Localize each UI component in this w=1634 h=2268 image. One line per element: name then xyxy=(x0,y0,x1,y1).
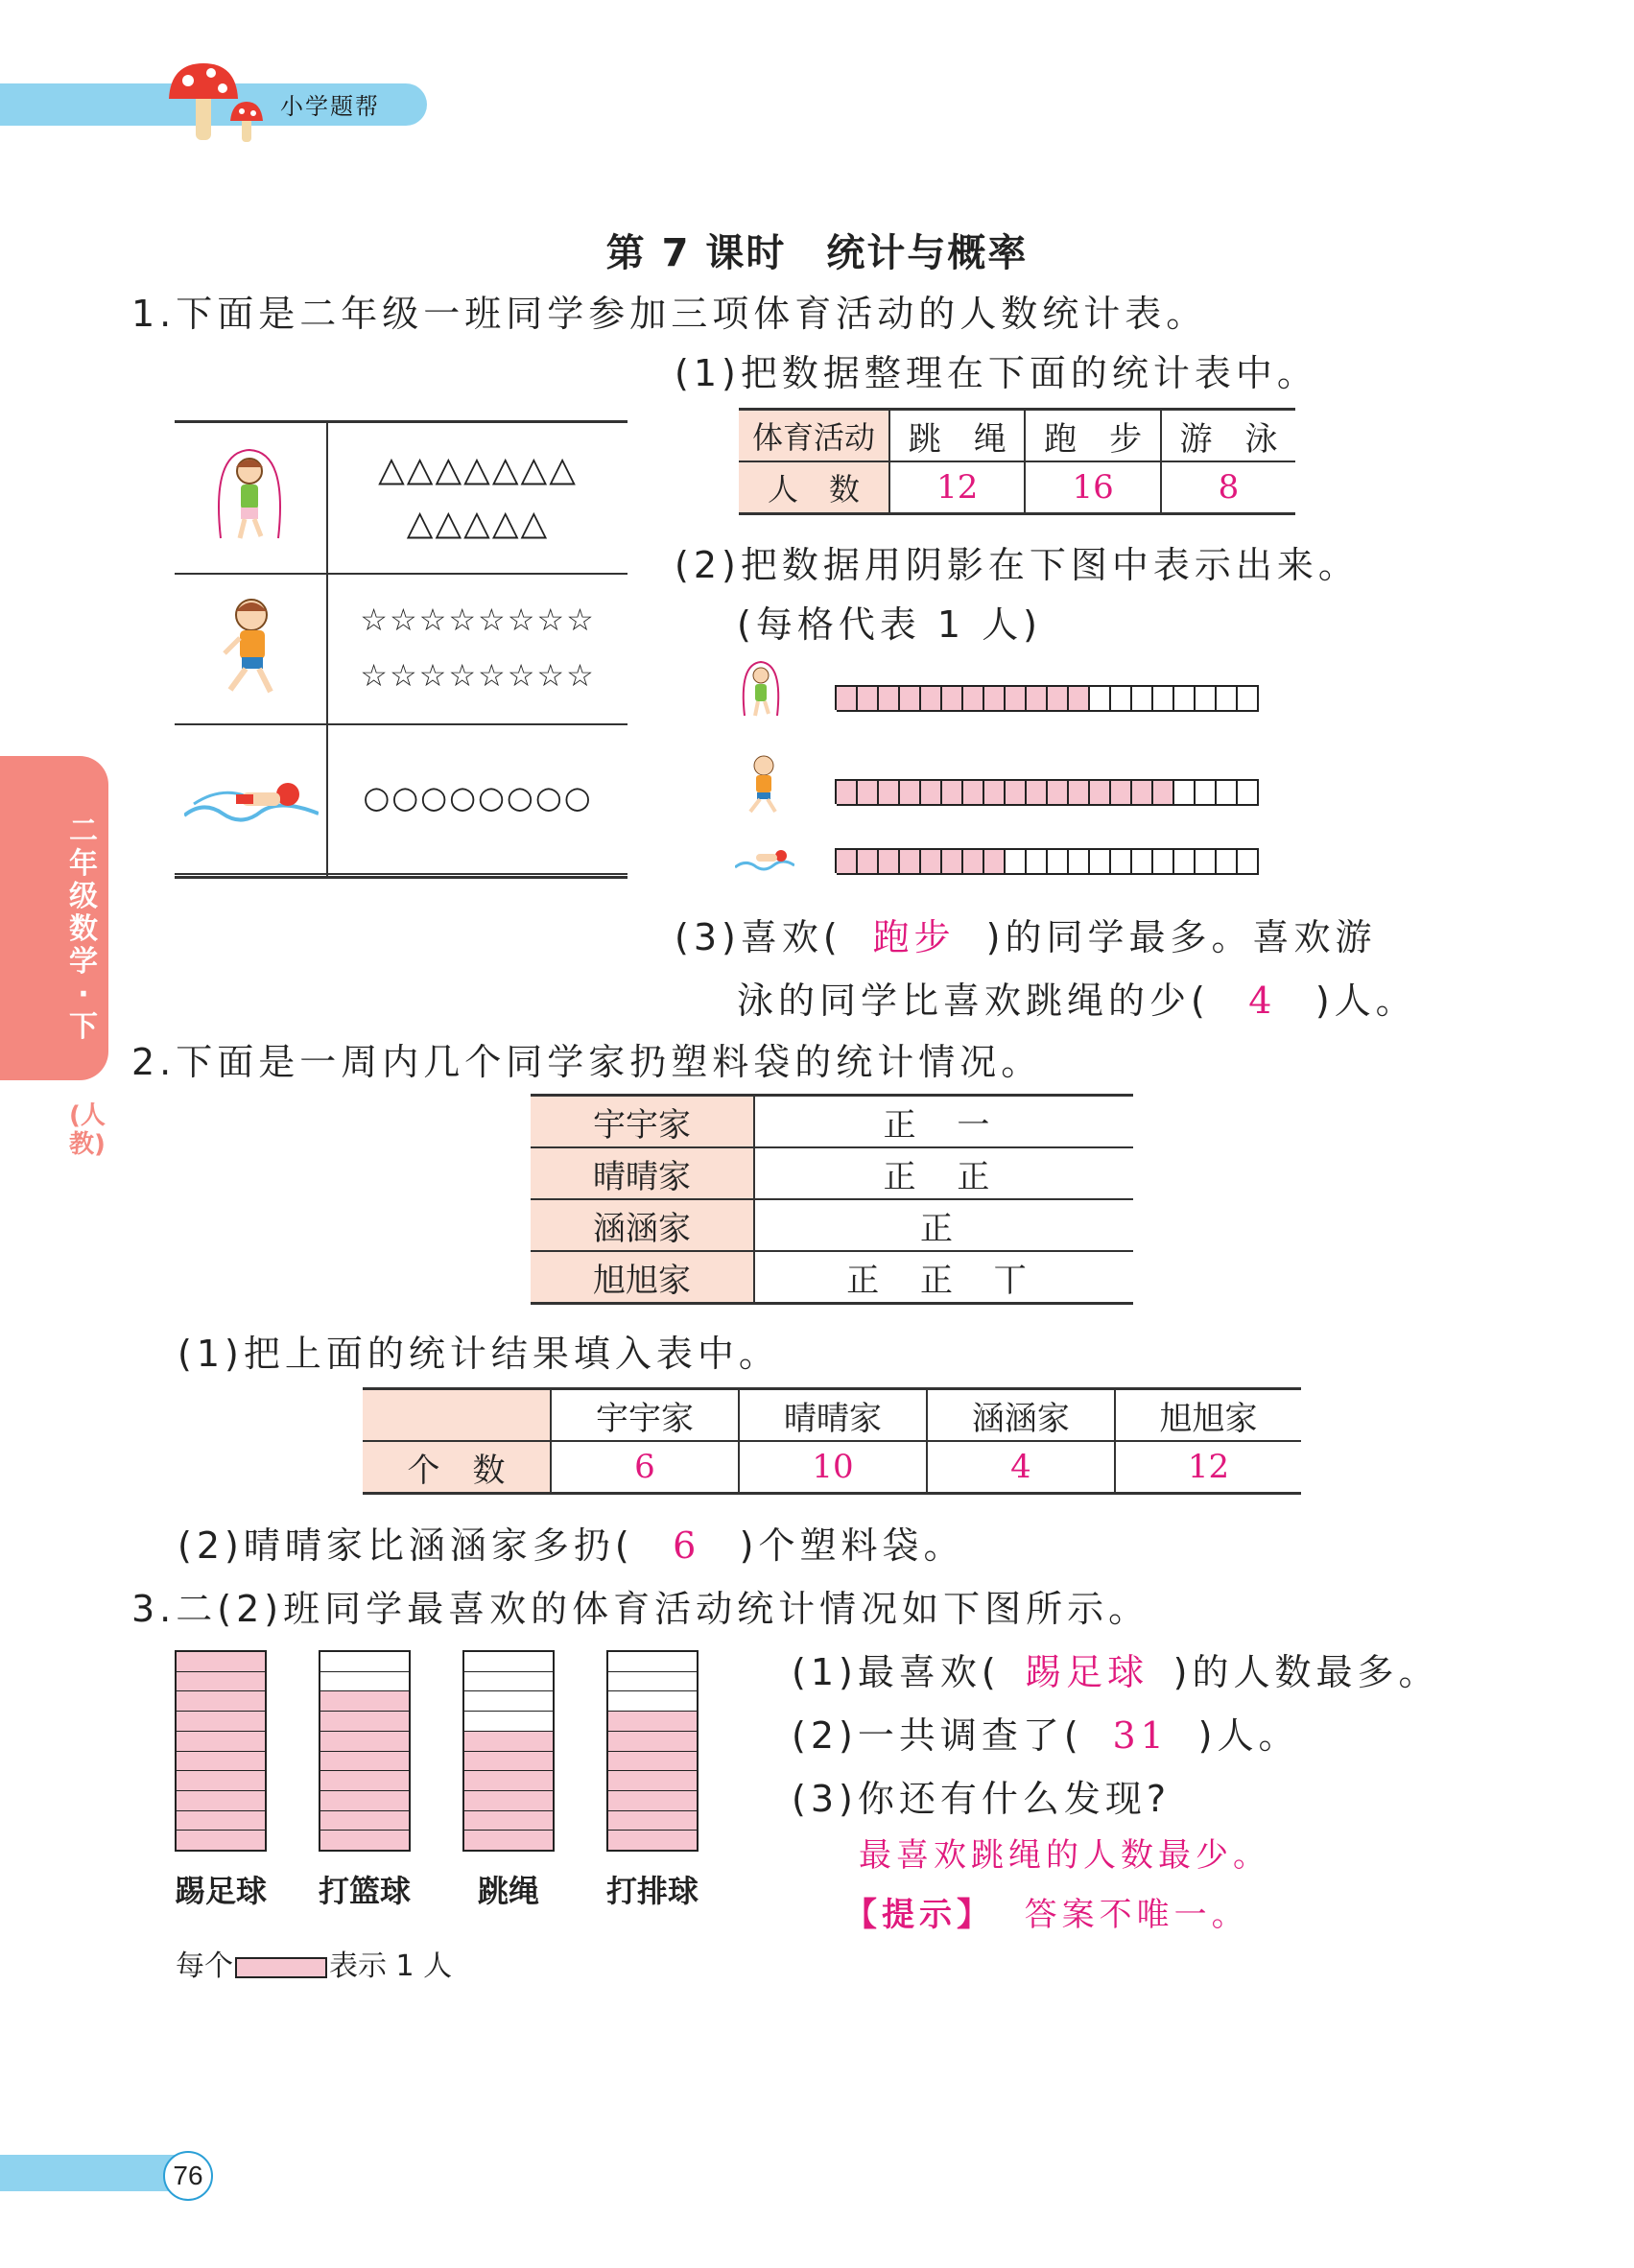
family-name: 晴晴家 xyxy=(531,1147,754,1199)
answer-cell: 4 xyxy=(927,1441,1115,1494)
bar-cell xyxy=(464,1672,553,1692)
empty-cell xyxy=(1217,779,1238,806)
page-title: 第 7 课时 统计与概率 xyxy=(605,231,1029,275)
shaded-cell xyxy=(879,685,900,712)
row-header: 个 数 xyxy=(363,1441,551,1494)
legend-text: 表示 1 人 xyxy=(329,1949,453,1983)
shaded-cell xyxy=(963,848,984,875)
bar-cell xyxy=(608,1672,697,1692)
bar-2 xyxy=(319,1650,411,1852)
header-count: 人 数 xyxy=(739,461,889,514)
q3-sub1-text: )的人数最多。 xyxy=(1172,1651,1440,1693)
picture-row xyxy=(175,423,628,575)
empty-cell xyxy=(1153,848,1174,875)
category-label: 打排球 xyxy=(605,1873,699,1909)
bar-cell xyxy=(177,1712,265,1732)
shaded-cell xyxy=(921,848,942,875)
empty-cell xyxy=(1027,848,1048,875)
bar-cell xyxy=(320,1811,409,1831)
star-symbols-line1: ☆☆☆☆☆☆☆☆ xyxy=(360,602,596,638)
column-header: 旭旭家 xyxy=(1115,1389,1301,1442)
hint-label: 【提示】 xyxy=(844,1896,994,1934)
swimming-shaded-bar xyxy=(835,848,1259,873)
answer-more: 6 xyxy=(673,1524,701,1567)
q3-sub1 xyxy=(792,1642,1439,1695)
bar-cell xyxy=(177,1691,265,1712)
shaded-cell xyxy=(984,685,1006,712)
jump-rope-girl-icon xyxy=(739,658,783,725)
q1-stats-table xyxy=(739,408,1295,515)
swimmer-icon xyxy=(735,842,794,875)
q3-sub3: (3)你还有什么发现? xyxy=(792,1778,1171,1820)
bar-1 xyxy=(175,1650,267,1852)
bar-cell xyxy=(464,1811,553,1831)
bar-cell xyxy=(320,1712,409,1732)
answer-cell: 10 xyxy=(739,1441,927,1494)
q1-sub3-text: )的同学最多。喜欢游 xyxy=(985,916,1377,958)
bar-cell xyxy=(177,1831,265,1850)
shaded-cell xyxy=(921,779,942,806)
q3-sub1-text: (1)最喜欢( xyxy=(792,1651,1001,1693)
answer-most: 跑步 xyxy=(872,916,956,958)
q1-picture-table xyxy=(175,420,628,879)
column-header: 宇宇家 xyxy=(551,1389,739,1442)
answer-favorite: 踢足球 xyxy=(1025,1651,1149,1693)
bar-cell xyxy=(608,1752,697,1772)
shaded-cell xyxy=(984,848,1006,875)
triangle-symbols-line2: △△△△△ xyxy=(406,504,550,543)
shaded-cell xyxy=(837,685,858,712)
legend-prefix: 每个 xyxy=(176,1949,233,1983)
column-header: 游 泳 xyxy=(1161,410,1295,462)
shaded-cell xyxy=(1048,779,1069,806)
shaded-cell xyxy=(1132,779,1153,806)
q1-sub3-line1 xyxy=(675,908,1376,960)
empty-cell xyxy=(1174,779,1196,806)
column-header: 涵涵家 xyxy=(927,1389,1115,1442)
shaded-cell xyxy=(1090,779,1111,806)
shaded-cell xyxy=(837,848,858,875)
answer-total: 31 xyxy=(1112,1714,1169,1757)
empty-cell xyxy=(1111,848,1132,875)
empty-cell xyxy=(1132,685,1153,712)
star-symbols-line2: ☆☆☆☆☆☆☆☆ xyxy=(360,657,596,694)
q2-sub2-text: )个塑料袋。 xyxy=(739,1524,965,1567)
empty-cell xyxy=(1006,848,1027,875)
running-shaded-bar xyxy=(835,779,1259,804)
bar-cell xyxy=(464,1691,553,1712)
bar-cell xyxy=(608,1771,697,1791)
bar-cell xyxy=(177,1652,265,1672)
shaded-cell xyxy=(837,779,858,806)
category-label: 打篮球 xyxy=(318,1873,411,1909)
bar-cell xyxy=(177,1732,265,1752)
empty-cell xyxy=(1111,685,1132,712)
tally-marks: 正 xyxy=(754,1199,1133,1251)
shaded-cell xyxy=(942,779,963,806)
bar-3 xyxy=(462,1650,555,1852)
q1-sub2-note: (每格代表 1 人) xyxy=(737,603,1042,646)
answer-less: 4 xyxy=(1248,980,1277,1022)
side-tab-edition: (人教) xyxy=(69,1101,106,1159)
empty-cell xyxy=(1217,685,1238,712)
answer-finding: 最喜欢跳绳的人数最少。 xyxy=(859,1836,1270,1875)
bar-cell xyxy=(464,1771,553,1791)
running-boy-icon xyxy=(211,590,288,705)
shaded-cell xyxy=(1069,779,1090,806)
side-tab-subject: 二年级数学·下 xyxy=(69,815,98,1044)
q2-sub2-text: (2)晴晴家比涵涵家多扔( xyxy=(178,1524,634,1567)
shaded-cell xyxy=(1048,685,1069,712)
shaded-cell xyxy=(942,848,963,875)
q2-sub2 xyxy=(178,1516,964,1569)
empty-cell xyxy=(1153,685,1174,712)
q3-sub2-text: (2)一共调查了( xyxy=(792,1714,1083,1757)
shaded-cell xyxy=(942,685,963,712)
bar-cell xyxy=(608,1831,697,1850)
shaded-cell xyxy=(879,779,900,806)
q3-sub2-text: )人。 xyxy=(1197,1714,1300,1757)
shaded-cell xyxy=(858,779,879,806)
bar-cell xyxy=(320,1752,409,1772)
q1-sub3-text: 泳的同学比喜欢跳绳的少( xyxy=(737,980,1210,1022)
empty-cell xyxy=(1196,848,1217,875)
bar-cell xyxy=(177,1672,265,1692)
tally-marks: 正 正 丅 xyxy=(754,1251,1133,1304)
empty-cell xyxy=(1090,848,1111,875)
bar-cell xyxy=(464,1712,553,1732)
q1-sub1: (1)把数据整理在下面的统计表中。 xyxy=(675,352,1318,394)
q3-stem: 3.二(2)班同学最喜欢的体育活动统计情况如下图所示。 xyxy=(131,1588,1150,1630)
q1-sub3-text: )人。 xyxy=(1314,980,1417,1022)
bar-cell xyxy=(320,1652,409,1672)
bar-cell xyxy=(608,1691,697,1712)
answer-cell: 6 xyxy=(551,1441,739,1494)
bar-cell xyxy=(464,1652,553,1672)
bar-cell xyxy=(464,1752,553,1772)
running-boy-icon xyxy=(743,752,785,815)
bar-cell xyxy=(608,1811,697,1831)
bar-cell xyxy=(320,1771,409,1791)
mushroom-logo-icon xyxy=(161,56,276,152)
q1-stem: 1.下面是二年级一班同学参加三项体育活动的人数统计表。 xyxy=(131,293,1208,335)
empty-cell xyxy=(1196,779,1217,806)
shaded-cell xyxy=(900,685,921,712)
empty-cell xyxy=(1238,685,1259,712)
shaded-cell xyxy=(1027,779,1048,806)
empty-cell xyxy=(1174,685,1196,712)
picture-row xyxy=(175,573,628,725)
empty-header-cell xyxy=(363,1389,551,1442)
shaded-cell xyxy=(963,685,984,712)
shaded-cell xyxy=(963,779,984,806)
bar-cell xyxy=(608,1732,697,1752)
shaded-cell xyxy=(858,848,879,875)
answer-cell: 12 xyxy=(889,461,1025,514)
answer-cell: 8 xyxy=(1161,461,1295,514)
shaded-cell xyxy=(858,685,879,712)
column-header: 晴晴家 xyxy=(739,1389,927,1442)
family-name: 涵涵家 xyxy=(531,1199,754,1251)
shaded-cell xyxy=(921,685,942,712)
empty-cell xyxy=(1174,848,1196,875)
bar-cell xyxy=(320,1691,409,1712)
bar-cell xyxy=(320,1672,409,1692)
hint-line xyxy=(844,1888,1249,1935)
q2-stats-table xyxy=(363,1387,1301,1495)
empty-cell xyxy=(1196,685,1217,712)
bar-cell xyxy=(464,1732,553,1752)
column-header: 跑 步 xyxy=(1025,410,1160,462)
q1-sub3-text: (3)喜欢( xyxy=(675,916,842,958)
category-label: 踢足球 xyxy=(174,1873,267,1909)
empty-cell xyxy=(1069,848,1090,875)
q3-sub2 xyxy=(792,1706,1299,1759)
shaded-cell xyxy=(984,779,1006,806)
header-activity: 体育活动 xyxy=(739,410,889,462)
triangle-symbols-line1: △△△△△△△ xyxy=(378,450,578,489)
bar-cell xyxy=(177,1771,265,1791)
shaded-cell xyxy=(1069,685,1090,712)
q1-sub3-line2 xyxy=(737,971,1417,1024)
shaded-cell xyxy=(900,848,921,875)
brand-name: 小学题帮 xyxy=(280,93,380,120)
bar-cell xyxy=(608,1652,697,1672)
shaded-cell xyxy=(1006,779,1027,806)
q2-stem: 2.下面是一周内几个同学家扔塑料袋的统计情况。 xyxy=(131,1041,1043,1083)
q1-sub2: (2)把数据用阴影在下图中表示出来。 xyxy=(675,544,1360,586)
shaded-cell xyxy=(1027,685,1048,712)
shaded-cell xyxy=(879,848,900,875)
shaded-cell xyxy=(900,779,921,806)
empty-cell xyxy=(1217,848,1238,875)
bar-cell xyxy=(177,1752,265,1772)
family-name: 宇宇家 xyxy=(531,1096,754,1148)
q2-sub1: (1)把上面的统计结果填入表中。 xyxy=(178,1333,780,1375)
category-label: 跳绳 xyxy=(477,1873,539,1909)
empty-cell xyxy=(1238,779,1259,806)
bar-cell xyxy=(320,1791,409,1811)
bar-cell xyxy=(320,1831,409,1850)
circle-symbols: ○○○○○○○○ xyxy=(363,779,593,815)
footer-bar xyxy=(0,2155,182,2191)
picture-row xyxy=(175,723,628,875)
tally-marks: 正 正 xyxy=(754,1147,1133,1199)
empty-cell xyxy=(1048,848,1069,875)
jump-rope-shaded-bar xyxy=(835,685,1259,710)
bar-cell xyxy=(177,1791,265,1811)
jump-rope-girl-icon xyxy=(211,442,288,554)
chart-legend xyxy=(176,1942,452,1984)
answer-cell: 12 xyxy=(1115,1441,1301,1494)
empty-cell xyxy=(1090,685,1111,712)
bar-cell xyxy=(320,1732,409,1752)
bar-cell xyxy=(464,1831,553,1850)
shaded-cell xyxy=(1006,685,1027,712)
answer-cell: 16 xyxy=(1025,461,1160,514)
bar-cell xyxy=(464,1791,553,1811)
hint-text: 答案不唯一。 xyxy=(1024,1896,1249,1934)
tally-marks: 正 一 xyxy=(754,1096,1133,1148)
q3-bar-chart xyxy=(163,1650,758,1938)
bar-4 xyxy=(606,1650,699,1852)
picture-table-divider xyxy=(326,423,328,876)
page-number: 76 xyxy=(163,2151,213,2201)
empty-cell xyxy=(1132,848,1153,875)
column-header: 跳 绳 xyxy=(889,410,1025,462)
shaded-cell xyxy=(1111,779,1132,806)
q2-tally-table xyxy=(531,1094,1133,1305)
family-name: 旭旭家 xyxy=(531,1251,754,1304)
empty-cell xyxy=(1238,848,1259,875)
bar-cell xyxy=(608,1791,697,1811)
bar-cell xyxy=(177,1811,265,1831)
shaded-cell xyxy=(1153,779,1174,806)
legend-swatch xyxy=(235,1957,327,1978)
bar-cell xyxy=(608,1712,697,1732)
swimmer-icon xyxy=(184,766,319,833)
